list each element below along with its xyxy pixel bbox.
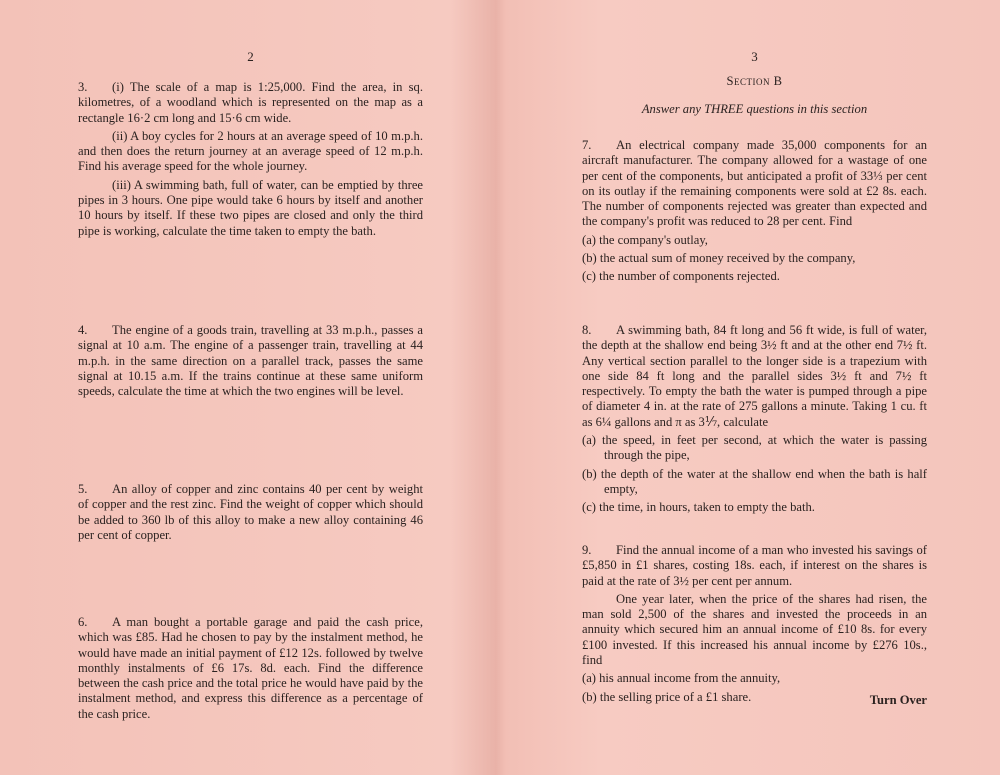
section-title: Section B [726,74,783,89]
q7-part-a: (a) the company's outlay, [582,232,708,247]
question-number: 5. [78,482,88,496]
question-9 [582,543,927,705]
q7-part-c: (c) the number of components rejected. [582,269,780,284]
section-instruction: Answer any THREE questions in this section [641,101,868,116]
question-text: The engine of a goods train, travelling at 33 m.p.h., passes a signal at 10 a.m. The engine of a passenger train, travelling at 44 m.p.h. in the same direction on a parallel track, passes the same signal at 10.15 a.m. If the trains continue at these same uniform speeds, calculate the time at which the two engines will be level. [78,323,423,399]
question-number: 9. [582,543,592,557]
q8-part-c: (c) the time, in hours, taken to empty the bath. [582,500,815,515]
question-number: 7. [582,138,592,152]
right-page [582,0,927,775]
page-number: 2 [247,49,254,64]
question-number: 3. [78,80,88,94]
question-text: A swimming bath, 84 ft long and 56 ft wide, is full of water, the depth at the shallow end being 3½ ft and at the other end 7½ ft. Any vertical section parallel to the longer side is a trapezium with one side 84 ft long and the parallel sides 3½ ft and 7½ ft respectively. To empty the bath the water is pumped through a pipe of diameter 4 in. at the rate of 275 gallons a minute. Taking 1 cu. ft as 6¼ gallons and π as 3⅐, calculate [582,323,927,429]
turn-over-label: Turn Over [869,693,927,707]
q9-part-a: (a) his annual income from the annuity, [582,671,781,686]
q3-part-iii: (iii) A swimming bath, full of water, can be emptied by three pipes in 3 hours. One pipe would take 6 hours by itself and another 10 hours by itself. If these two pipes are closed and only the third pipe is working, calculate the time taken to empty the bath. [78,177,423,238]
q8-part-b: (b) the depth of the water at the shallow end when the bath is half empty, [582,466,927,496]
question-text: Find the annual income of a man who invested his savings of £5,850 in £1 shares, costing 18s. each, if interest on the shares is paid at the rate of 3½ per cent per annum. [582,543,927,588]
question-5 [78,482,423,543]
question-8 [582,323,927,516]
q7-part-b: (b) the actual sum of money received by the company, [582,251,856,266]
question-4 [78,323,423,399]
q3-part-ii: (ii) A boy cycles for 2 hours at an average speed of 10 m.p.h. and then does the return journey at an average speed of 12 m.p.h. Find his average speed for the whole journey. [78,128,423,174]
question-text: An alloy of copper and zinc contains 40 per cent by weight of copper and the rest zinc. Find the weight of copper which should be added to 360 lb of this alloy to make a new alloy containing 46 per cent of copper. [78,482,423,542]
question-text: An electrical company made 35,000 components for an aircraft manufacturer. The company allowed for a wastage of one per cent of the components, but anticipated a profit of 33⅓ per cent on its outlay if the remaining components were sold at £2 8s. each. The number of components rejected was greater than expected and the company's profit was reduced to 28 per cent. Find [582,138,927,229]
q3-part-i: (i) The scale of a map is 1:25,000. Find the area, in sq. kilometres, of a woodland which is represented on the map as a rectangle 16·2 cm long and 15·6 cm wide. [78,80,423,125]
question-7 [582,138,927,285]
q8-part-a: (a) the speed, in feet per second, at which the water is passing through the pipe, [582,433,927,463]
question-number: 4. [78,323,88,337]
question-number: 6. [78,615,88,629]
q9-part-b: (b) the selling price of a £1 share. [582,689,752,704]
left-page [78,0,423,775]
question-number: 8. [582,323,592,337]
question-6 [78,615,423,722]
question-3 [78,80,423,239]
q9-text-2: One year later, when the price of the shares had risen, the man sold 2,500 of the shares and invested the proceeds in an annuity which secured him an annual income of £10 8s. for every £100 invested. If this increased his annual income by £276 10s., find [582,591,927,668]
question-text: A man bought a portable garage and paid the cash price, which was £85. Had he chosen to pay by the instalment method, he would have made an initial payment of £12 12s. followed by twelve monthly instalments of £6 17s. 8d. each. Find the difference between the cash price and the total price he would have paid by the instalment method, and express this difference as a percentage of the cash price. [78,615,423,721]
page-number: 3 [751,49,758,64]
